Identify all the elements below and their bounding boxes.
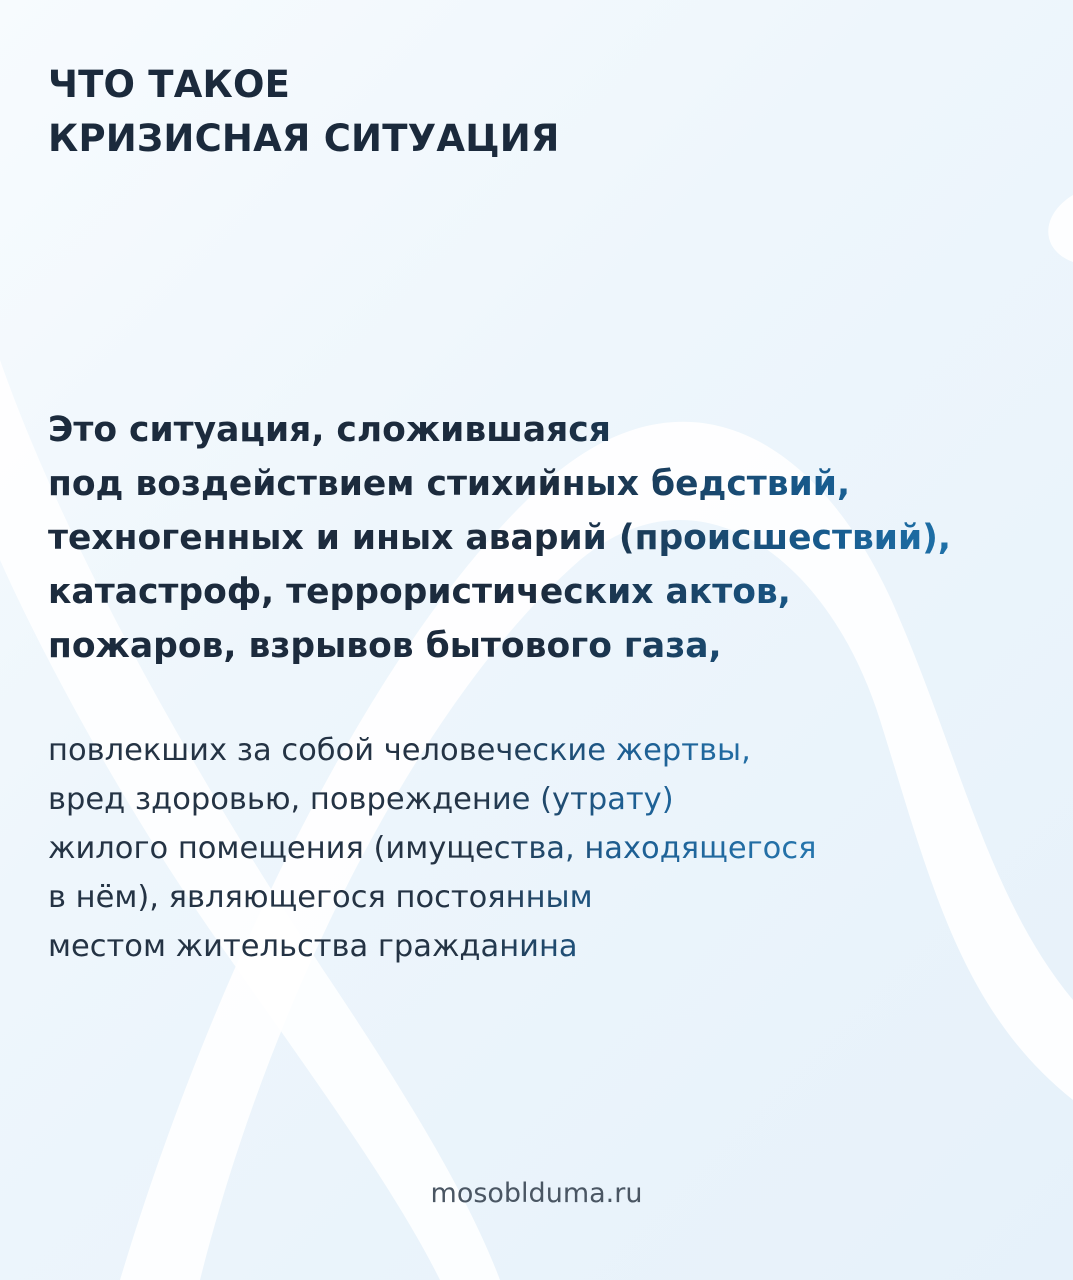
definition-bold-line: Это ситуация, сложившаяся xyxy=(48,403,951,457)
definition-regular-line: в нём), являющегося постоянным xyxy=(48,873,816,922)
definition-regular-line: жилого помещения (имущества, находящегося xyxy=(48,824,816,873)
page-title-line: КРИЗИСНАЯ СИТУАЦИЯ xyxy=(48,117,560,160)
definition-regular-line: вред здоровью, повреждение (утрату) xyxy=(48,775,816,824)
page-title-line: ЧТО ТАКОЕ xyxy=(48,63,291,106)
definition-bold-line: пожаров, взрывов бытового газа, xyxy=(48,619,951,673)
definition-bold-line: техногенных и иных аварий (происшествий), xyxy=(48,511,951,565)
definition-bold-paragraph xyxy=(48,403,951,673)
definition-bold-line: под воздействием стихийных бедствий, xyxy=(48,457,951,511)
definition-regular-line: местом жительства гражданина xyxy=(48,922,816,971)
definition-regular-paragraph xyxy=(48,726,816,971)
definition-regular-line: повлекших за собой человеческие жертвы, xyxy=(48,726,816,775)
page-title xyxy=(48,58,560,166)
definition-bold-line: катастроф, террористических актов, xyxy=(48,565,951,619)
website-link[interactable]: mosobldumа.ru xyxy=(430,1178,643,1209)
